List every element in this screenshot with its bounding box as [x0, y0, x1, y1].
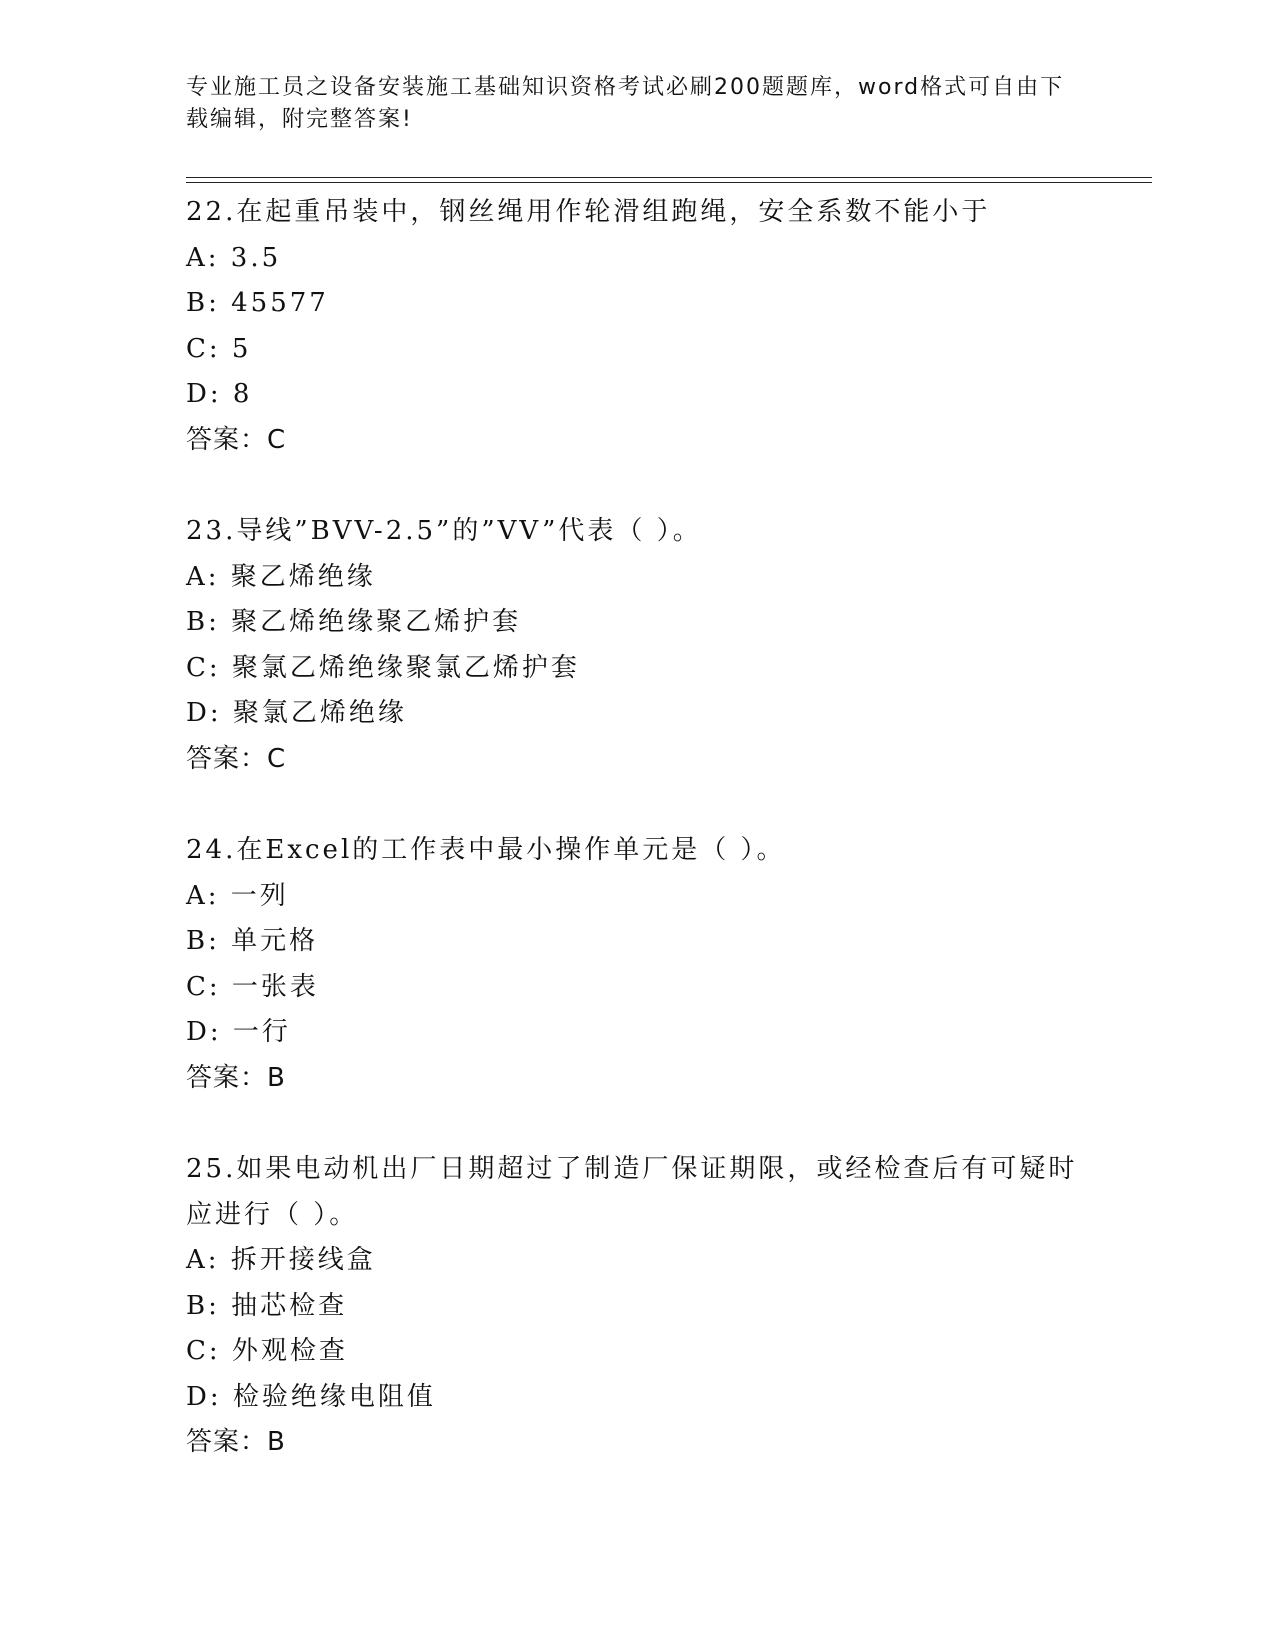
option-d: D: 聚氯乙烯绝缘	[186, 698, 407, 728]
option-d: D: 8	[186, 379, 253, 409]
question-stem: 22.在起重吊装中，钢丝绳用作轮滑组跑绳，安全系数不能小于	[186, 197, 991, 227]
option-a: A: 一列	[186, 880, 289, 911]
option-a: A: 3.5	[186, 242, 282, 273]
option-b: B: 聚乙烯绝缘聚乙烯护套	[186, 607, 522, 637]
option-d: D: 检验绝缘电阻值	[186, 1381, 436, 1412]
option-c: C: 5	[186, 333, 252, 364]
answer: 答案：B	[186, 1062, 286, 1093]
option-c: C: 聚氯乙烯绝缘聚氯乙烯护套	[186, 652, 580, 683]
question-24	[186, 828, 1086, 1101]
option-b: B: 单元格	[186, 926, 319, 956]
answer: 答案：C	[186, 743, 287, 774]
answer: 答案：B	[186, 1427, 286, 1457]
document-header: 专业施工员之设备安装施工基础知识资格考试必刷200题题库，word格式可自由下载编辑，附完整答案!	[186, 75, 1065, 132]
header-divider	[186, 177, 1152, 183]
question-23	[186, 509, 1086, 782]
option-a: A: 聚乙烯绝缘	[186, 561, 376, 592]
option-d: D: 一行	[186, 1017, 291, 1047]
option-b: B: 45577	[186, 288, 329, 318]
option-b: B: 抽芯检查	[186, 1290, 348, 1321]
answer: 答案：C	[186, 424, 287, 455]
question-list	[186, 190, 1086, 1512]
option-c: C: 一张表	[186, 971, 319, 1002]
option-a: A: 拆开接线盒	[186, 1245, 376, 1275]
question-22	[186, 190, 1086, 463]
option-c: C: 外观检查	[186, 1336, 348, 1366]
question-25	[186, 1147, 1086, 1466]
question-stem: 23.导线”BVV-2.5”的”VV”代表（ ）。	[186, 516, 702, 546]
question-stem: 25.如果电动机出厂日期超过了制造厂保证期限，或经检查后有可疑时应进行（ ）。	[186, 1154, 1078, 1230]
question-stem: 24.在Excel的工作表中最小操作单元是（ ）。	[186, 835, 786, 865]
